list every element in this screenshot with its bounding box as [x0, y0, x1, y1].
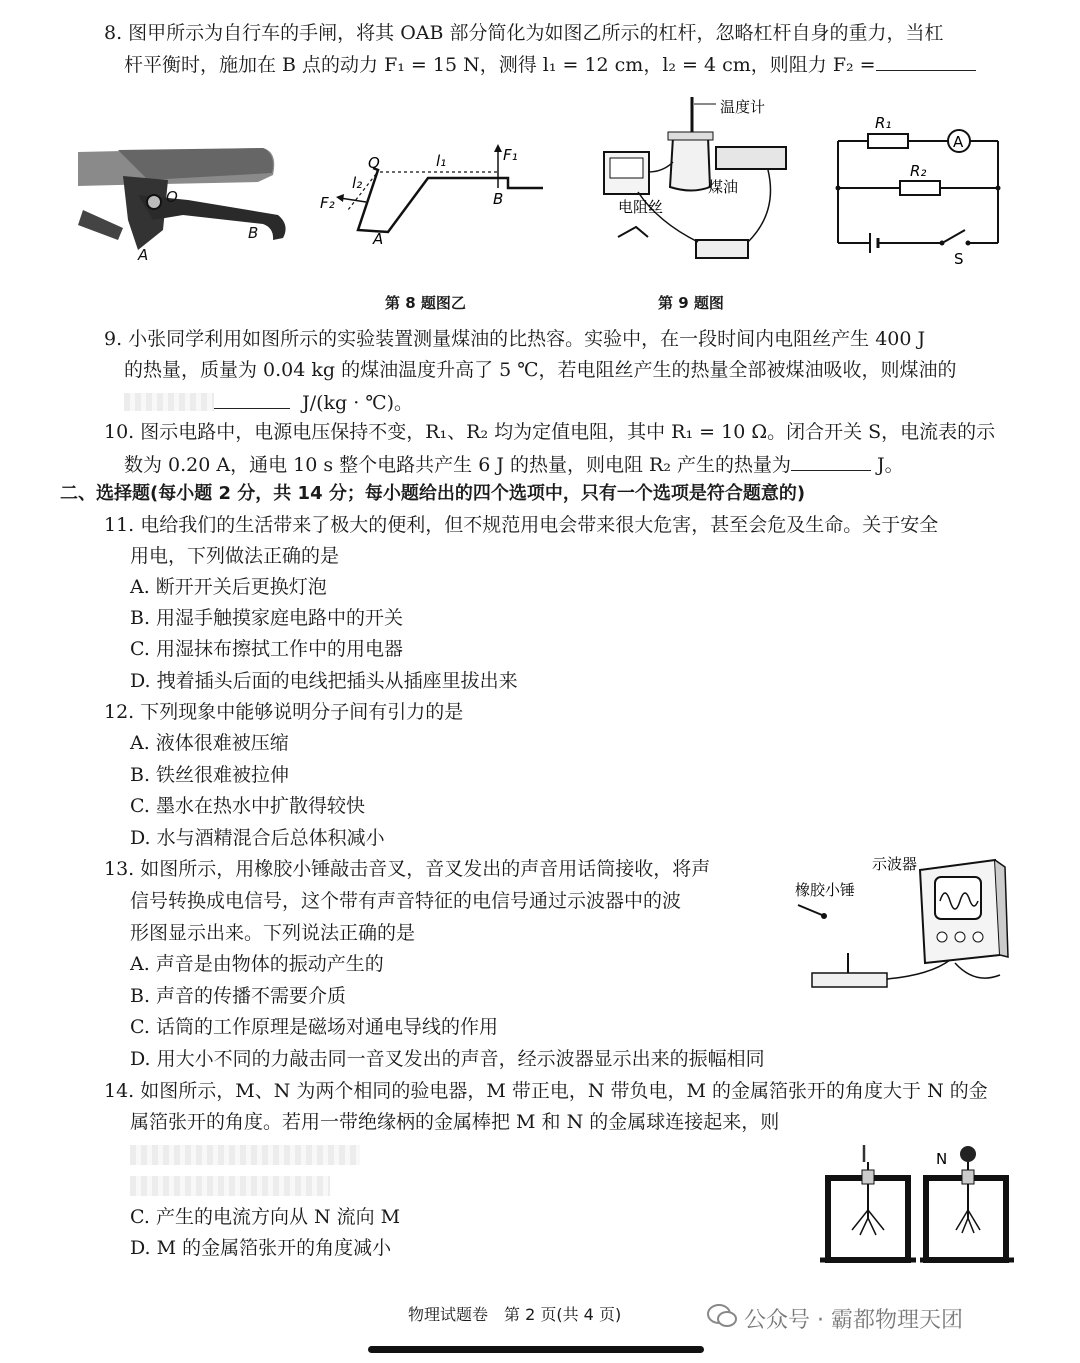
q8-line-1: 8. 图甲所示为自行车的手闸，将其 OAB 部分简化为如图乙所示的杠杆，忽略杠杆自身的重力，当杠: [104, 22, 944, 44]
page-footer: 物理试题卷 第 2 页(共 4 页): [408, 1305, 622, 1324]
q13-option-a: A. 声音是由物体的振动产生的: [130, 953, 384, 975]
brake-lever-photo: [78, 140, 293, 265]
q9-caption: 第 9 题图: [658, 294, 724, 312]
kerosene-apparatus: [598, 92, 798, 262]
q13-label-hammer: 橡胶小锤: [795, 881, 856, 899]
q13-line-1: 13. 如图所示，用橡胶小锤敲击音叉，音叉发出的声音用话筒接收，将声: [104, 858, 711, 880]
q8-label-f2: F₂: [320, 194, 335, 212]
q13-line-2: 信号转换成电信号，这个带有声音特征的电信号通过示波器中的波: [130, 890, 682, 912]
q12-option-a: A. 液体很难被压缩: [130, 732, 289, 754]
q12-option-c: C. 墨水在热水中扩散得较快: [130, 795, 365, 817]
q10-line-1: 10. 图示电路中，电源电压保持不变，R₁、R₂ 均为定值电阻，其中 R₁ = 10 Ω。闭合开关 S，电流表的示: [104, 421, 996, 443]
lever-diagram: [318, 140, 543, 250]
q12-line-1: 12. 下列现象中能够说明分子间有引力的是: [104, 701, 464, 723]
q11-option-d: D. 拽着插头后面的电线把插头从插座里拔出来: [130, 670, 518, 692]
q8-label-b: B: [493, 190, 504, 208]
q13-option-c: C. 话筒的工作原理是磁场对通电导线的作用: [130, 1016, 498, 1038]
home-indicator: [368, 1346, 704, 1353]
q10-label-r2: R₂: [910, 162, 927, 180]
q9-line-2: 的热量，质量为 0.04 kg 的煤油温度升高了 5 ℃，若电阻丝产生的热量全部被煤油吸收，则煤油的: [124, 359, 957, 381]
q13-option-d: D. 用大小不同的力敲击同一音叉发出的声音，经示波器显示出来的振幅相同: [130, 1048, 765, 1070]
q11-line-1: 11. 电给我们的生活带来了极大的便利，但不规范用电会带来很大危害，甚至会危及生命。关于安全: [104, 514, 939, 536]
q11-option-c: C. 用湿抹布擦拭工作中的用电器: [130, 638, 403, 660]
q8-label-f1: F₁: [503, 146, 518, 164]
section-2-heading: 二、选择题(每小题 2 分，共 14 分；每小题给出的四个选项中，只有一个选项是符合题意的): [60, 483, 806, 504]
q9-label-thermometer: 温度计: [720, 98, 766, 116]
q11-option-a: A. 断开开关后更换灯泡: [130, 576, 327, 598]
q12-option-d: D. 水与酒精混合后总体积减小: [130, 827, 385, 849]
q8-label-l1: l₁: [436, 152, 447, 170]
q11-line-2: 用电，下列做法正确的是: [130, 545, 340, 567]
q8-label-a: A: [373, 230, 384, 248]
q8-label-l2: l₂: [352, 174, 363, 192]
q8-label-o: O: [368, 154, 380, 172]
q8-line-2: 杆平衡时，施加在 B 点的动力 F₁ = 15 N，测得 l₁ = 12 cm，l₂ = 4 cm，则阻力 F₂ =: [124, 50, 976, 78]
q13-option-b: B. 声音的传播不需要介质: [130, 985, 347, 1007]
q9-line-1: 9. 小张同学利用如图所示的实验装置测量煤油的比热容。实验中，在一段时间内电阻丝产生 400 J: [104, 328, 926, 350]
q10-ammeter-label: A: [953, 133, 964, 151]
blurred-text: [124, 393, 214, 411]
q11-option-b: B. 用湿手触摸家庭电路中的开关: [130, 607, 404, 629]
wechat-icon: [706, 1300, 738, 1332]
q10-line-2: 数为 0.20 A，通电 10 s 整个电路共产生 6 J 的热量，则电阻 R₂ 产生的热量为 J。: [124, 450, 904, 478]
q9-label-wire: 电阻丝: [618, 198, 664, 216]
blurred-text: [130, 1145, 360, 1165]
q8-caption: 第 8 题图乙: [385, 294, 466, 312]
q8-photo-label-a: A: [138, 246, 149, 264]
q14-line-2: 属箔张开的角度。若用一带绝缘柄的金属棒把 M 和 N 的金属球连接起来，则: [130, 1111, 780, 1133]
q8-photo-label-o: O: [166, 188, 178, 206]
q8-photo-label-b: B: [248, 224, 259, 242]
q14-option-c: C. 产生的电流方向从 N 流向 M: [130, 1206, 401, 1228]
q14-line-1: 14. 如图所示，M、N 为两个相同的验电器，M 带正电，N 带负电，M 的金属箔张开的角度大于 N 的金: [104, 1080, 988, 1102]
electroscopes-diagram: [820, 1140, 1020, 1270]
q12-option-b: B. 铁丝很难被拉伸: [130, 764, 290, 786]
q9-label-kerosene: 煤油: [708, 178, 739, 196]
blurred-text: [130, 1176, 330, 1196]
q13-line-3: 形图显示出来。下列说法正确的是: [130, 922, 416, 944]
q14-option-d: D. M 的金属箔张开的角度减小: [130, 1237, 392, 1259]
q13-label-oscilloscope: 示波器: [872, 855, 918, 873]
q9-line-3: J/(kg · ℃)。: [214, 388, 413, 416]
q10-label-s: S: [954, 250, 964, 266]
q14-label-n: N: [936, 1150, 948, 1168]
oscilloscope-apparatus: [790, 845, 1030, 1005]
q10-label-r1: R₁: [875, 114, 892, 132]
circuit-diagram: [830, 108, 1010, 266]
watermark: 公众号 · 霸都物理天团: [744, 1308, 963, 1333]
